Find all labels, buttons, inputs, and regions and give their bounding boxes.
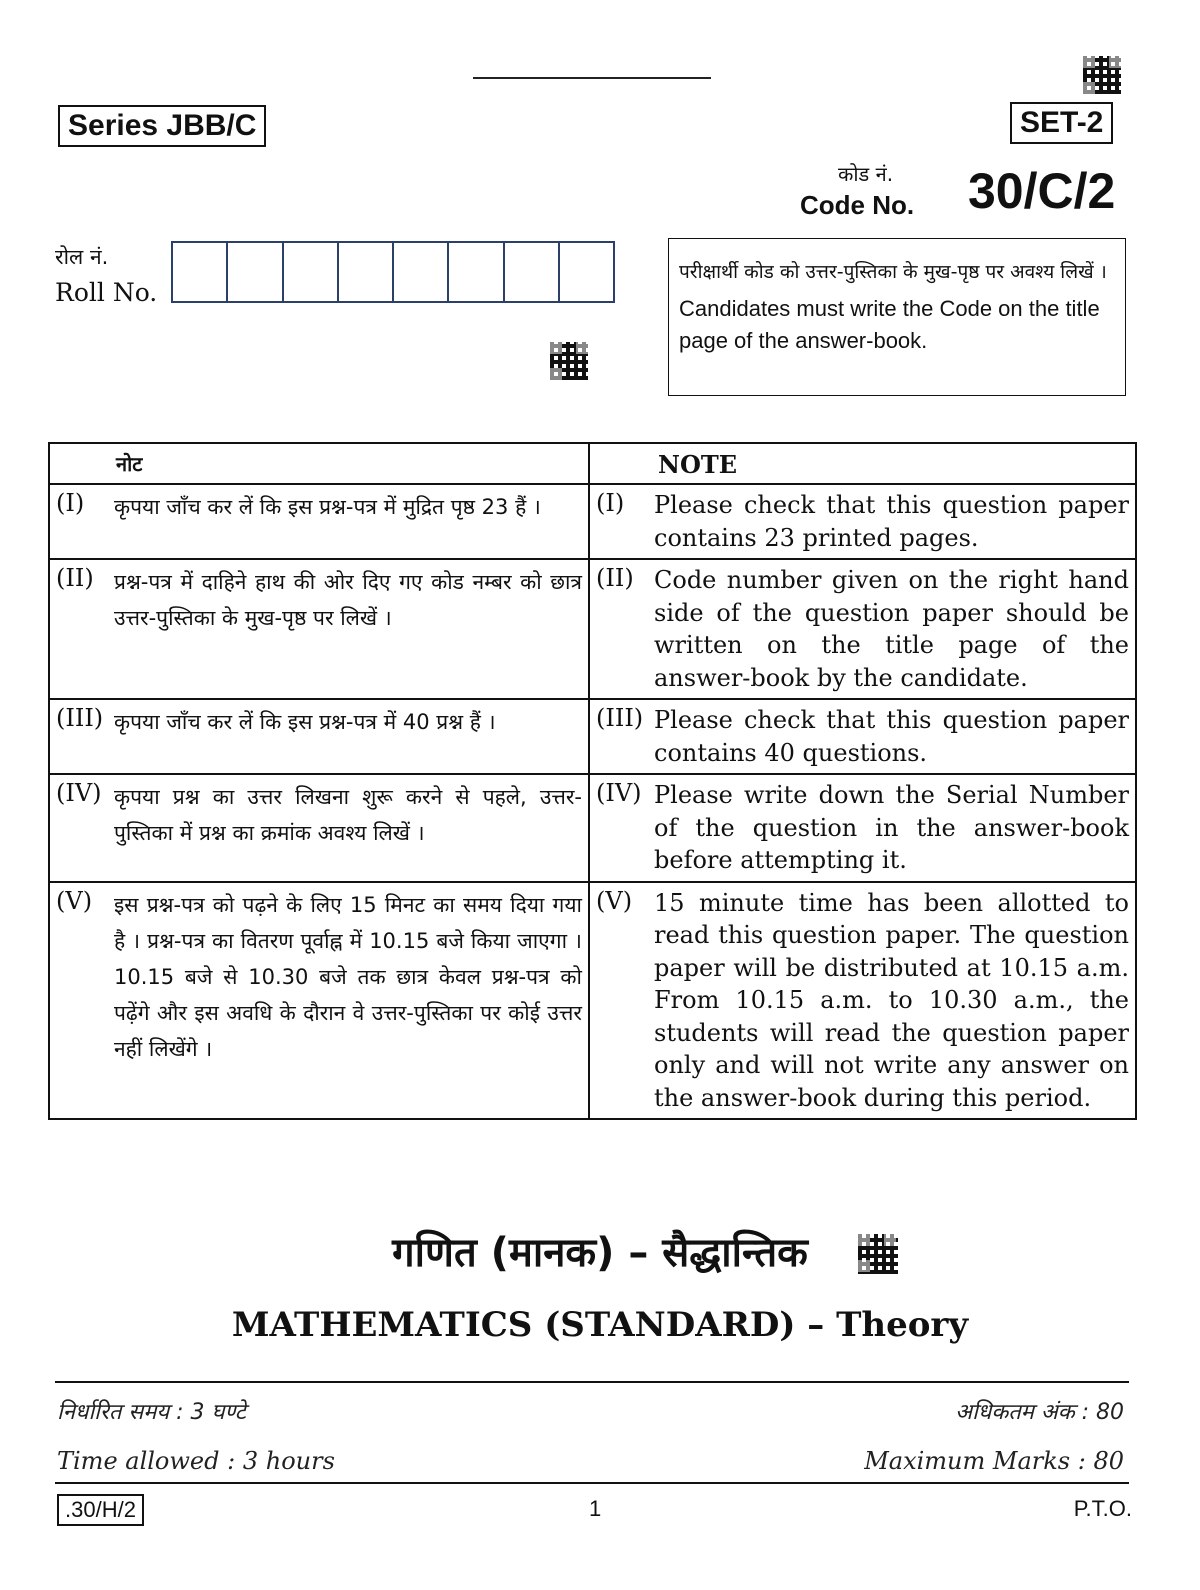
note-number: (II) xyxy=(56,564,94,592)
notes-header: NOTE xyxy=(589,443,1136,484)
time-allowed-hindi: निर्धारित समय : 3 घण्टे xyxy=(57,1400,246,1425)
note-text-hindi: प्रश्न-पत्र में दाहिने हाथ की ओर दिए गए कोड नम्बर को छात्र उत्तर-पुस्तिका के मुख-पृष्ठ पर लिखें । xyxy=(114,570,582,630)
roll-digit-box[interactable] xyxy=(339,243,394,301)
notes-header-hindi: नोट xyxy=(49,443,589,484)
note-text-hindi: कृपया प्रश्न का उत्तर लिखना शुरू करने से पहले, उत्तर-पुस्तिका में प्रश्न का क्रमांक अवश्य लिखें । xyxy=(114,785,582,845)
note-text: Please check that this question paper contains 23 printed pages. xyxy=(654,491,1129,552)
subject-title-hindi: गणित (मानक) – सैद्धान्तिक xyxy=(392,1230,808,1276)
roll-digit-box[interactable] xyxy=(449,243,504,301)
candidate-instruction-box xyxy=(668,238,1126,396)
note-text: Code number given on the right hand side of the question paper should be written on the title page of the answer-book by the candidate. xyxy=(654,566,1129,692)
notes-header-row xyxy=(49,443,1136,484)
note-text: 15 minute time has been allotted to read this question paper. The question paper will be distributed at 10.15 a.m. From 10.15 a.m. to 10.30 a.m., the students will read the question paper only and will not write any answer on the answer-book during this period. xyxy=(654,888,1129,1112)
note-text-hindi: इस प्रश्न-पत्र को पढ़ने के लिए 15 मिनट का समय दिया गया है । प्रश्न-पत्र का वितरण पूर्वाह्न में 10.15 बजे किया जाएगा । 10.15 बजे से 10.30 बजे तक छात्र केवल प्रश्न-पत्र को पढ़ेंगे और इस अवधि के दौरान वे उत्तर-पुस्तिका पर कोई उत्तर नहीं लिखेंगे । xyxy=(114,892,582,1061)
series-label: Series JBB/C xyxy=(58,105,266,147)
maximum-marks-hindi: अधिकतम अंक : 80 xyxy=(955,1400,1124,1425)
note-number: (I) xyxy=(596,489,625,517)
note-text-hindi: कृपया जाँच कर लें कि इस प्रश्न-पत्र में 40 प्रश्न हैं । xyxy=(114,710,496,734)
subject-title: MATHEMATICS (STANDARD) – Theory xyxy=(231,1305,969,1345)
notes-table xyxy=(48,442,1137,1120)
pto-label: P.T.O. xyxy=(1073,1496,1132,1521)
note-number: (V) xyxy=(596,886,633,915)
note-row xyxy=(49,774,1136,882)
roll-digit-box[interactable] xyxy=(505,243,560,301)
note-text: Please write down the Serial Number of the question in the answer-book before attempting it. xyxy=(654,781,1129,874)
note-number: (III) xyxy=(56,704,104,732)
code-number: 30/C/2 xyxy=(968,163,1116,219)
page-number: 1 xyxy=(589,1496,602,1521)
divider xyxy=(55,1381,1129,1383)
roll-label-hindi: रोल नं. xyxy=(55,245,109,269)
code-label: Code No. xyxy=(800,190,915,220)
qr-code-icon xyxy=(858,1234,898,1274)
roll-digit-box[interactable] xyxy=(284,243,339,301)
note-number: (IV) xyxy=(56,779,102,807)
note-number: (I) xyxy=(56,489,85,517)
note-row xyxy=(49,699,1136,774)
note-number: (II) xyxy=(596,564,634,592)
qr-code-icon xyxy=(550,342,588,380)
roll-digit-box[interactable] xyxy=(560,243,613,301)
note-number: (V) xyxy=(56,886,93,915)
divider xyxy=(55,1482,1129,1484)
candidate-instruction-hindi: परीक्षार्थी कोड को उत्तर-पुस्तिका के मुख-पृष्ठ पर अवश्य लिखें । xyxy=(679,261,1107,283)
note-text-hindi: कृपया जाँच कर लें कि इस प्रश्न-पत्र में मुद्रित पृष्ठ 23 हैं । xyxy=(114,495,541,519)
roll-digit-box[interactable] xyxy=(394,243,449,301)
time-allowed: Time allowed : 3 hours xyxy=(57,1447,335,1475)
qr-code-icon xyxy=(1083,56,1121,94)
note-number: (III) xyxy=(596,704,644,732)
set-label: SET-2 xyxy=(1010,102,1113,144)
candidate-instruction: Candidates must write the Code on the title page of the answer-book. xyxy=(679,296,1100,353)
code-label-hindi: कोड नं. xyxy=(838,162,894,186)
note-row xyxy=(49,484,1136,559)
note-text: Please check that this question paper contains 40 questions. xyxy=(654,706,1129,767)
roll-label: Roll No. xyxy=(55,278,158,307)
note-row xyxy=(49,882,1136,1120)
roll-digit-box[interactable] xyxy=(228,243,283,301)
note-row xyxy=(49,559,1136,699)
roll-digit-box[interactable] xyxy=(173,243,228,301)
top-rule xyxy=(473,77,711,79)
roll-number-boxes[interactable] xyxy=(171,241,615,303)
maximum-marks: Maximum Marks : 80 xyxy=(864,1447,1124,1475)
footer-code: .30/H/2 xyxy=(57,1494,144,1526)
note-number: (IV) xyxy=(596,779,642,807)
